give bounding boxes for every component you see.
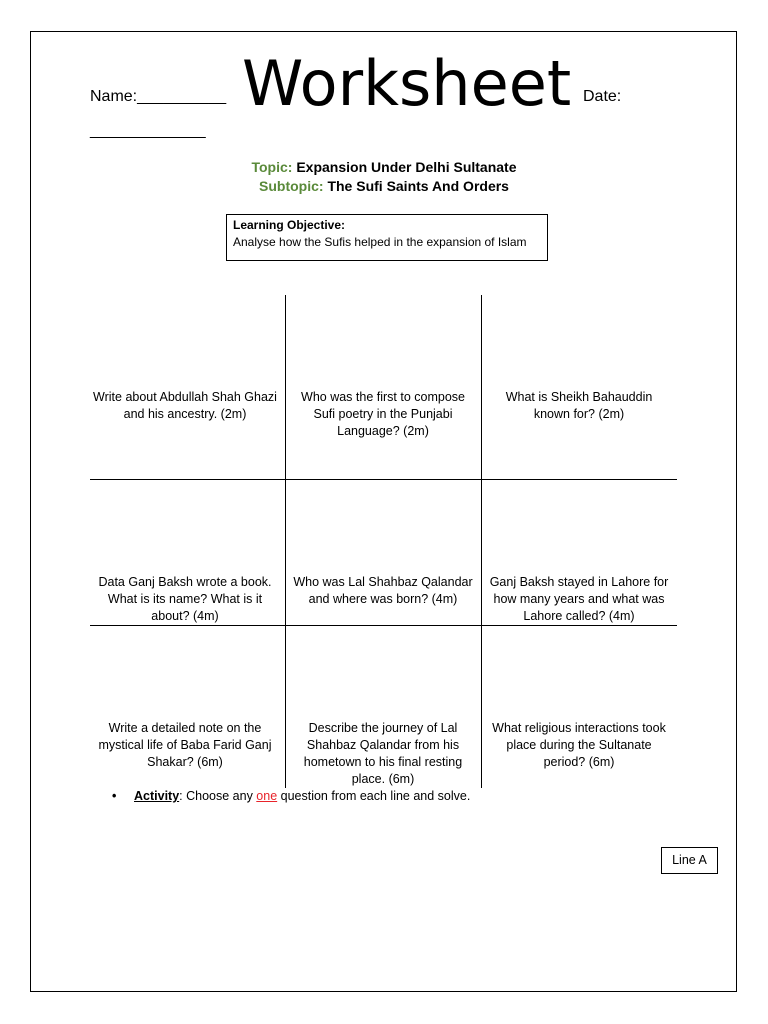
page-border — [30, 31, 737, 992]
grid-divider-horizontal-1 — [90, 479, 677, 480]
question-cell: Data Ganj Baksh wrote a book. What is its name? What is it about? (4m) — [98, 575, 272, 623]
subtopic-value: The Sufi Saints And Orders — [323, 178, 509, 194]
question-cell: What religious interactions took place during the Sultanate period? (6m) — [492, 721, 666, 769]
date-field-label: Date: — [583, 88, 622, 105]
subtopic-label: Subtopic: — [259, 178, 324, 194]
question-cell: Who was Lal Shahbaz Qalandar and where was born? (4m) — [293, 575, 473, 606]
activity-label: Activity — [134, 789, 180, 803]
activity-instruction — [112, 789, 470, 803]
name-field-label: Name:__________ — [90, 88, 227, 105]
learning-objective-heading: Learning Objective: — [233, 218, 346, 232]
line-a-tag: Line A — [661, 847, 718, 874]
question-cell: Write a detailed note on the mystical life of Baba Farid Ganj Shakar? (6m) — [98, 721, 272, 769]
question-cell: Describe the journey of Lal Shahbaz Qalandar from his hometown to his final resting place. (6m) — [303, 721, 463, 786]
question-cell: Write about Abdullah Shah Ghazi and his ancestry. (2m) — [93, 390, 277, 421]
worksheet-title: Worksheet — [242, 47, 572, 120]
activity-text-after: question from each line and solve. — [277, 789, 471, 803]
topic-line — [0, 159, 768, 175]
activity-text-before: : Choose any — [179, 789, 257, 803]
grid-divider-vertical-1 — [285, 295, 286, 788]
grid-divider-horizontal-2 — [90, 625, 677, 626]
topic-value: Expansion Under Delhi Sultanate — [292, 159, 517, 175]
grid-divider-vertical-2 — [481, 295, 482, 788]
question-cell: What is Sheikh Bahauddin known for? (2m) — [505, 390, 653, 421]
subtopic-line — [0, 178, 768, 194]
date-blank-line: _____________ — [90, 122, 206, 139]
question-cell: Who was the first to compose Sufi poetry in the Punjabi Language? (2m) — [301, 390, 465, 438]
learning-objective-text: Analyse how the Sufis helped in the expansion of Islam — [233, 235, 527, 249]
learning-objective-box — [226, 214, 548, 261]
activity-highlight: one — [256, 789, 278, 803]
topic-label: Topic: — [251, 159, 293, 175]
bullet-icon: • — [112, 789, 117, 803]
question-cell: Ganj Baksh stayed in Lahore for how many years and what was Lahore called? (4m) — [489, 575, 669, 623]
